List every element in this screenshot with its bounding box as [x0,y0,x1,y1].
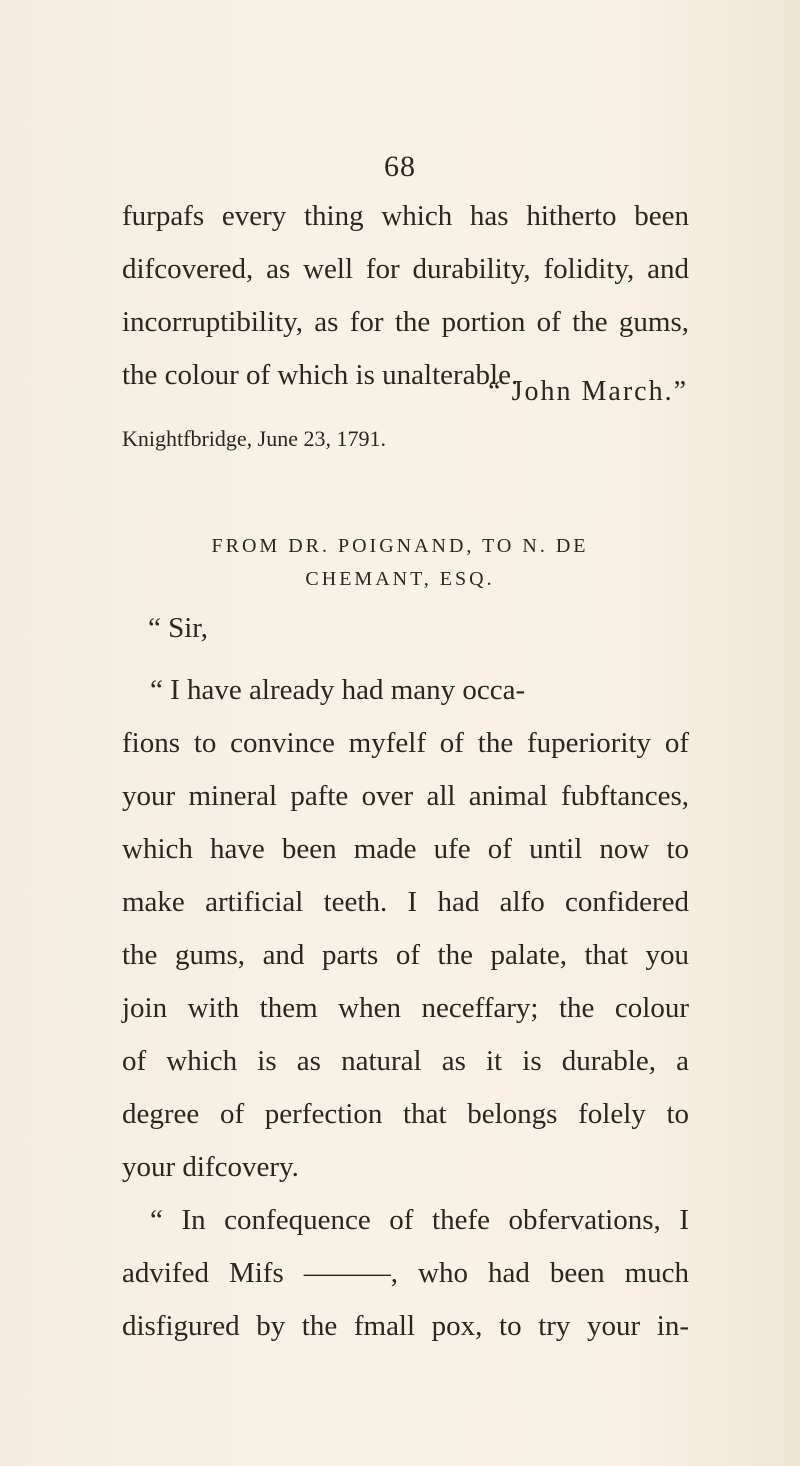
text-line: your mineral pafte over all animal fubftances, [122,780,689,812]
place-date: Knightfbridge, June 23, 1791. [122,426,386,451]
text-line: incorruptibility, as for the portion of the gums, [122,306,689,338]
text-line: fions to convince myfelf of the fuperiority of [122,727,689,759]
text-line: advifed Mifs ———, who had been much [122,1257,689,1289]
text-line: make artificial teeth. I had alfo confidered [122,886,689,918]
text-line: which have been made ufe of until now to [122,833,689,865]
text-line: your difcovery. [122,1151,299,1183]
text-line: the colour of which is unalterable. [122,359,519,391]
text-line: the gums, and parts of the palate, that you [122,939,689,971]
text-line: of which is as natural as it is durable, a [122,1045,689,1077]
salutation: “ Sir, [148,612,209,644]
text-line: degree of perfection that belongs folely to [122,1098,689,1130]
text-line: disfigured by the fmall pox, to try your in- [122,1310,689,1342]
text-line: join with them when neceffary; the colour [122,992,689,1024]
text-line: “ I have already had many occa- [150,674,526,706]
text-line: “ In confequence of thefe obfervations, I [150,1204,689,1236]
text-line: furpafs every thing which has hitherto been [122,200,689,232]
letter-heading-line: FROM DR. POIGNAND, TO N. DE [211,535,589,557]
signature: “ John March.” [488,376,688,407]
letter-heading-line: CHEMANT, ESQ. [305,568,495,590]
page-number: 68 [384,150,416,183]
text-line: difcovered, as well for durability, folidity, and [122,253,689,285]
